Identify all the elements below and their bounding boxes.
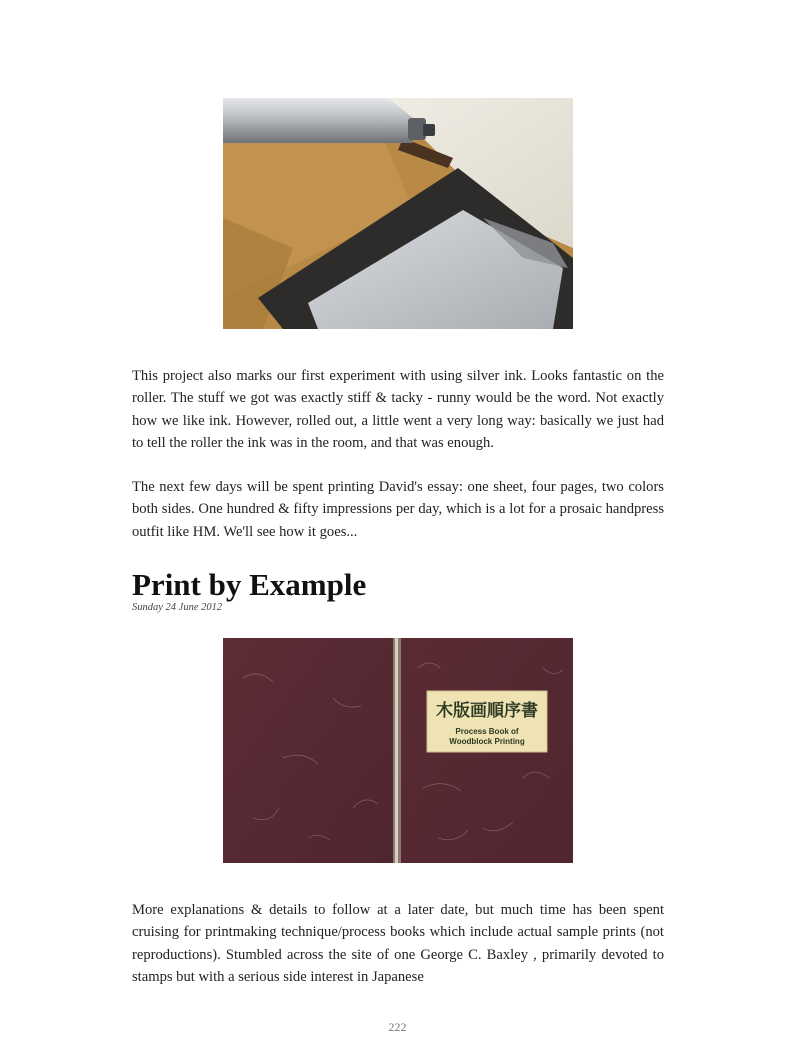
process-book-graphic — [223, 638, 573, 863]
roller-photo-graphic — [223, 98, 573, 329]
book-label-kanji: 木版画順序書 — [436, 701, 538, 721]
book-label-line3: Woodblock Printing — [449, 737, 525, 746]
paragraph-silver-ink: This project also marks our first experiment with using silver ink. Looks fantastic on the roller. The stuff we got was exactly stiff & tacky - runny would be the word. Not exactly how we like ink. However, rolled out, a little went a very long way: basically we just had to tell the roller the ink was in the room, and that was enough. — [132, 368, 664, 451]
post-title: Print by Example — [132, 567, 367, 602]
roller-photo — [223, 98, 573, 329]
book-label-line2: Process Book of — [455, 727, 519, 736]
page-number: 222 — [388, 1020, 407, 1034]
post-date: Sunday 24 June 2012 — [132, 602, 223, 613]
paragraph-printing-plan: The next few days will be spent printing David's essay: one sheet, four pages, two colors both sides. One hundred & fifty impressions per day, which is a lot for a prosaic handpress outfit like HM. We'll see how it goes... — [132, 479, 664, 540]
process-book-photo — [223, 638, 573, 863]
paragraph-process-books: More explanations & details to follow at a later date, but much time has been spent cruising for printmaking technique/process books which include actual sample prints (not reproductions). Stumbled across the site of one George C. Baxley , primarily devoted to stamps but with a serious side interest in Japanese — [132, 902, 664, 985]
